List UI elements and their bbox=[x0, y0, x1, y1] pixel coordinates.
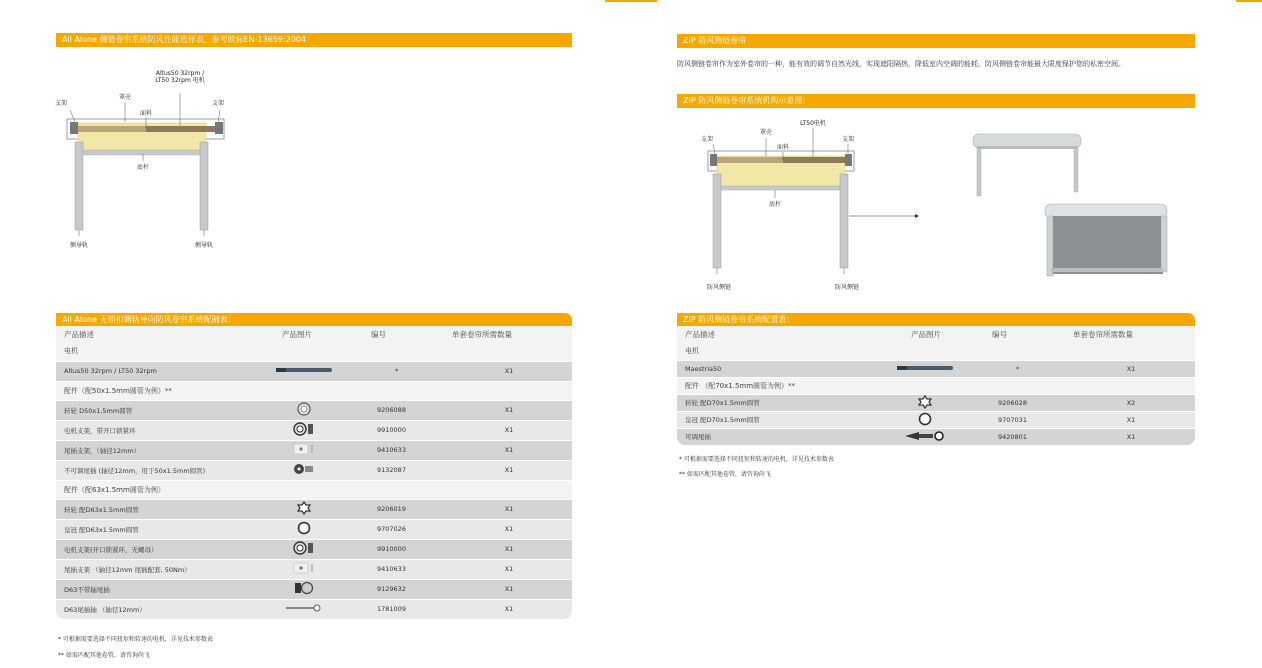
product-image bbox=[256, 539, 351, 559]
product-qty: X2 bbox=[1067, 394, 1195, 411]
label-bracket-left: 支架 bbox=[55, 100, 68, 107]
left-table-header bbox=[56, 326, 572, 342]
right-diagram-banner: ZIP 防风侧链卷帘系统机构示意图： bbox=[677, 94, 1195, 108]
label-guide-left: 侧导轨 bbox=[69, 242, 89, 249]
product-qty: X1 bbox=[446, 400, 572, 420]
section-label: 电机 bbox=[677, 343, 1195, 360]
bottom-bar-shape bbox=[721, 186, 841, 190]
product-code: 9420801 bbox=[972, 428, 1067, 445]
left-footnote-2: ** 如需匹配其他卷管，请咨询尚飞 bbox=[58, 652, 150, 659]
right-title-banner: ZIP 防风侧链卷帘 bbox=[677, 34, 1195, 48]
table-row bbox=[56, 579, 572, 599]
product-desc: Maestria50 bbox=[677, 360, 877, 377]
bracket-right-shape bbox=[845, 154, 852, 166]
right-table-banner: ZIP 防风侧链卷帘系统配置表： bbox=[677, 313, 1195, 326]
label-cover: 罩壳 bbox=[118, 94, 132, 101]
right-footnote-1: * 可根据需要选择不同扭矩和转速的电机，详见技术参数表 bbox=[679, 456, 834, 463]
right-config-table bbox=[677, 326, 1195, 446]
product-qty: X1 bbox=[1067, 428, 1195, 445]
top-accent-mark bbox=[605, 0, 631, 2]
left-diagram-graphic bbox=[50, 66, 250, 256]
table-row bbox=[56, 519, 572, 539]
label-bottom-bar: 底杆 bbox=[136, 164, 150, 171]
product-qty: X1 bbox=[446, 579, 572, 599]
table-row bbox=[56, 599, 572, 619]
product-image bbox=[877, 411, 972, 428]
table-row bbox=[56, 440, 572, 460]
product-desc: 转轮 D50x1.5mm圆管 bbox=[56, 400, 256, 420]
motor-body bbox=[783, 157, 845, 163]
product-qty: X1 bbox=[446, 559, 572, 579]
product-code: 9206019 bbox=[351, 499, 446, 519]
right-table-header bbox=[677, 326, 1195, 343]
table-row bbox=[56, 420, 572, 440]
label-fabric: 面料 bbox=[776, 144, 790, 151]
table-row bbox=[677, 394, 1195, 411]
table-row bbox=[677, 360, 1195, 377]
product-code: 9132087 bbox=[351, 460, 446, 480]
bracket-right-shape bbox=[215, 122, 223, 134]
product-code: * bbox=[972, 360, 1067, 377]
fixed-end-cap-icon bbox=[293, 463, 315, 477]
product-photos bbox=[971, 124, 1201, 284]
section-row bbox=[56, 381, 572, 400]
section-row bbox=[56, 480, 572, 499]
product-code: 9129632 bbox=[351, 579, 446, 599]
product-code: 9410633 bbox=[351, 559, 446, 579]
header-qty: 单套卷帘所需数量 bbox=[446, 326, 572, 342]
product-desc: Altus50 32rpm / LT50 32rpm bbox=[56, 361, 256, 381]
product-image bbox=[256, 499, 351, 519]
bottom-bar-shape bbox=[84, 150, 206, 155]
product-desc: 电机支架(开口锁紧环，无螺母） bbox=[56, 539, 256, 559]
product-image bbox=[256, 599, 351, 619]
end-bracket-icon bbox=[293, 562, 315, 576]
label-chain-left: 防风侧链 bbox=[706, 284, 732, 291]
label-bracket-left: 支架 bbox=[701, 136, 714, 143]
label-bracket-right: 支架 bbox=[842, 136, 855, 143]
product-photo-2 bbox=[1045, 204, 1167, 276]
product-code: 9910000 bbox=[351, 420, 446, 440]
right-description: 防风侧链卷帘作为室外卷帘的一种，能有效的调节自然光线，实现遮阳隔热，降低室内空调的能耗。防风侧链卷帘能最大限度保护您的私密空间。 bbox=[677, 60, 1125, 68]
table-row bbox=[56, 460, 572, 480]
header-desc: 产品描述 bbox=[56, 326, 256, 342]
left-system-diagram bbox=[50, 66, 250, 256]
left-footnote-1: * 可根据需要选择不同扭矩和转速的电机，详见技术参数表 bbox=[58, 636, 213, 643]
product-image bbox=[256, 361, 351, 381]
left-config-table bbox=[56, 326, 572, 620]
product-desc: 可调尾插 bbox=[677, 428, 877, 445]
product-qty: X1 bbox=[446, 420, 572, 440]
crown-ring-icon bbox=[918, 412, 932, 428]
product-code: 9206028 bbox=[972, 394, 1067, 411]
section-label: 电机 bbox=[56, 342, 572, 361]
header-code: 编号 bbox=[351, 326, 446, 342]
section-label: 配件（配63x1.5mm圆管为例） bbox=[56, 480, 572, 499]
right-diagram-graphic bbox=[697, 116, 942, 300]
product-qty: X1 bbox=[446, 361, 572, 381]
table-row bbox=[56, 559, 572, 579]
bracket-left-shape bbox=[710, 154, 717, 166]
chain-left-shape bbox=[713, 174, 721, 268]
drive-wheel-63-icon bbox=[918, 395, 932, 411]
product-code: 1781009 bbox=[351, 599, 446, 619]
header-image: 产品图片 bbox=[877, 326, 972, 343]
section-label: 配件（配50x1.5mm圆管为例）** bbox=[56, 381, 572, 400]
bracket-left-shape bbox=[70, 122, 78, 134]
product-image bbox=[877, 360, 972, 377]
top-accent-mark-right bbox=[1236, 0, 1262, 2]
product-image bbox=[256, 400, 351, 420]
left-table-banner: All Alone 无锁扣侧轨导向防风卷帘系统配制表： bbox=[56, 313, 572, 326]
product-desc: 转轮 配D70x1.5mm圆管 bbox=[677, 394, 877, 411]
product-qty: X1 bbox=[446, 460, 572, 480]
tube-motor-icon bbox=[276, 367, 332, 375]
right-table-body bbox=[677, 343, 1195, 445]
product-qty: X1 bbox=[1067, 411, 1195, 428]
product-code: 9707026 bbox=[351, 519, 446, 539]
product-desc: 尾插支架 （轴径12mm 尾插配套, 50Nm） bbox=[56, 559, 256, 579]
product-qty: X1 bbox=[446, 440, 572, 460]
header-code: 编号 bbox=[972, 326, 1067, 343]
section-row bbox=[56, 342, 572, 361]
product-image bbox=[256, 519, 351, 539]
label-fabric: 面料 bbox=[139, 110, 153, 117]
label-motor: LT50电机 bbox=[800, 120, 826, 127]
table-row bbox=[677, 428, 1195, 445]
left-title-banner: All Alone 侧链卷帘系统防风性能选择表，参考欧标EN-13659:2004 bbox=[56, 33, 572, 47]
product-desc: 尾插支架，（轴径12mm） bbox=[56, 440, 256, 460]
adjustable-end-cap-icon bbox=[905, 431, 945, 443]
label-chain-right: 防风侧链 bbox=[834, 284, 860, 291]
label-cover: 罩壳 bbox=[759, 129, 773, 136]
end-axle-icon bbox=[286, 604, 322, 614]
product-image bbox=[877, 428, 972, 445]
header-qty: 单套卷帘所需数量 bbox=[1067, 326, 1195, 343]
product-desc: D63不带轴尾插 bbox=[56, 579, 256, 599]
product-qty: X1 bbox=[446, 499, 572, 519]
table-row bbox=[56, 400, 572, 420]
motor-bracket-icon bbox=[293, 422, 315, 438]
table-row bbox=[56, 539, 572, 559]
product-desc: 转轮 配D63x1.5mm圆管 bbox=[56, 499, 256, 519]
product-image bbox=[256, 559, 351, 579]
table-row bbox=[56, 499, 572, 519]
right-footnote-2: ** 如需匹配其他卷管，请咨询尚飞 bbox=[679, 471, 771, 478]
product-code: 9206088 bbox=[351, 400, 446, 420]
header-desc: 产品描述 bbox=[677, 326, 877, 343]
section-row bbox=[677, 343, 1195, 360]
label-motor: Altus50 32rpm / LT50 32rpm 电机 bbox=[155, 70, 205, 84]
product-image bbox=[256, 440, 351, 460]
product-desc: 皇冠 配D63x1.5mm圆管 bbox=[56, 519, 256, 539]
product-image bbox=[256, 460, 351, 480]
product-qty: X1 bbox=[446, 519, 572, 539]
product-qty: X1 bbox=[446, 599, 572, 619]
table-row bbox=[56, 361, 572, 381]
product-qty: X1 bbox=[1067, 360, 1195, 377]
product-image bbox=[256, 420, 351, 440]
drive-wheel-icon bbox=[297, 402, 311, 418]
product-code: 9410633 bbox=[351, 440, 446, 460]
header-image: 产品图片 bbox=[256, 326, 351, 342]
chain-right-shape bbox=[840, 174, 848, 268]
section-label: 配件 （配70x1.5mm圆管为例）** bbox=[677, 377, 1195, 394]
top-accent-mark-left bbox=[631, 0, 657, 2]
product-photo-1 bbox=[973, 134, 1081, 196]
motor-body bbox=[146, 126, 216, 132]
label-bracket-right: 支架 bbox=[212, 100, 225, 107]
product-desc: 电机支架，带开口锁紧环 bbox=[56, 420, 256, 440]
left-table-body bbox=[56, 342, 572, 619]
section-row bbox=[677, 377, 1195, 394]
crown-ring-icon bbox=[297, 521, 311, 537]
product-code: 9707031 bbox=[972, 411, 1067, 428]
table-row bbox=[677, 411, 1195, 428]
product-desc: D63尾插轴 （轴径12mm） bbox=[56, 599, 256, 619]
label-bottom-bar: 底杆 bbox=[768, 201, 782, 208]
product-desc: 不可调尾插 (轴径12mm，用于50x1.5mm圆管) bbox=[56, 460, 256, 480]
product-qty: X1 bbox=[446, 539, 572, 559]
guide-right-shape bbox=[200, 142, 208, 230]
end-bracket-icon bbox=[293, 443, 315, 457]
guide-left-shape bbox=[75, 142, 83, 230]
product-code: * bbox=[351, 361, 446, 381]
right-page bbox=[631, 0, 1262, 668]
product-image bbox=[877, 394, 972, 411]
motor-bracket-icon bbox=[293, 541, 315, 557]
right-system-diagram bbox=[697, 116, 942, 300]
product-desc: 皇冠 配D70x1.5mm圆管 bbox=[677, 411, 877, 428]
product-image bbox=[256, 579, 351, 599]
drive-wheel-63-icon bbox=[297, 501, 311, 517]
label-guide-right: 侧导轨 bbox=[194, 242, 214, 249]
tube-motor-icon bbox=[897, 365, 953, 373]
product-code: 9910000 bbox=[351, 539, 446, 559]
end-plug-icon bbox=[294, 581, 314, 597]
